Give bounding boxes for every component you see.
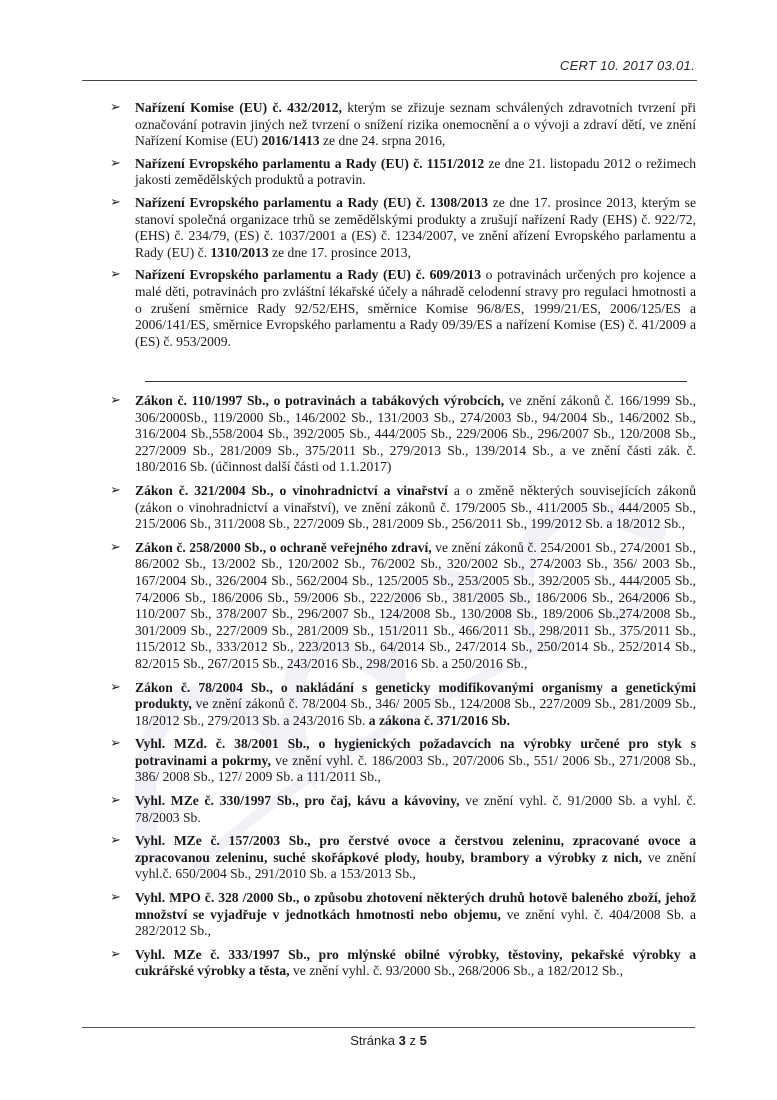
- list-item: ➢ Vyhl. MZd. č. 38/2001 Sb., o hygienických požadavcích na výrobky určené pro styk s potravinami a pokrmy, ve znění vyhl. č. 186/2003 Sb., 207/2006 Sb., 551/ 2006 Sb., 271/2008 Sb., 386/ 2008 Sb., 127/ 2009 Sb. a 111/2011 Sb.,: [110, 736, 696, 785]
- arrow-bullet-icon: ➢: [110, 946, 121, 962]
- list-item: ➢ Nařízení Komise (EU) č. 432/2012, kterým se zřizuje seznam schválených zdravotních tvrzení při označování potravin jiných než tvrzení o snížení rizika onemocnění a o vývoji a zdraví dětí, ve znění Nařízení Komise (EU) 2016/1413 ze dne 24. srpna 2016,: [110, 100, 697, 149]
- page-number: Stránka 3 z 5: [350, 1033, 427, 1048]
- document-code: CERT 10. 2017 03.01.: [559, 58, 695, 73]
- list-item: ➢ Zákon č. 258/2000 Sb., o ochraně veřejného zdraví, ve znění zákonů č. 254/2001 Sb., 274/2001 Sb., 86/2002 Sb., 13/2002 Sb., 120/2002 Sb., 76/2002 Sb., 320/2002 Sb., 274/2003 Sb., 356/ 2003 Sb., 167/2004 Sb., 326/2004 Sb., 562/2004 Sb., 125/2005 Sb., 253/2005 Sb., 392/2005 Sb., 444/2005 Sb., 74/2006 Sb., 186/2006 Sb., 59/2006 Sb., 222/2006 Sb., 381/2005 Sb., 186/2006 Sb., 264/2006 Sb., 110/2007 Sb., 378/2007 Sb., 296/2007 Sb., 124/2008 Sb., 130/2008 Sb., 189/2006 Sb.,274/2008 Sb., 301/2009 Sb., 227/2009 Sb., 281/2009 Sb., 151/2011 Sb., 466/2011 Sb., 298/2011 Sb., 375/2011 Sb., 115/2012 Sb., 333/2012 Sb., 223/2013 Sb., 64/2014 Sb., 247/2014 Sb., 250/2014 Sb., 252/2014 Sb., 82/2015 Sb., 267/2015 Sb., 243/2016 Sb., 298/2016 Sb. a 250/2016 Sb.,: [110, 539, 696, 671]
- arrow-bullet-icon: ➢: [110, 793, 121, 809]
- header-rule: [82, 80, 697, 81]
- list-item: ➢ Nařízení Evropského parlamentu a Rady (EU) č. 1308/2013 ze dne 17. prosince 2013, kterým se stanoví společná organizace trhů se zemědělskými produkty a zrušují nařízení Rady (EHS) č. 922/72, (EHS) č. 234/79, (ES) č. 1037/2001 a (ES) č. 1234/2007, ve znění ařízení Evropského parlamentu a Rady (EU) č. 1310/2013 ze dne 17. prosince 2013,: [110, 194, 696, 260]
- arrow-bullet-icon: ➢: [110, 833, 121, 849]
- list-item: ➢ Vyhl. MZe č. 333/1997 Sb., pro mlýnské obilné výrobky, těstoviny, pekařské výrobky a cukrářské výrobky a těsta, ve znění vyhl. č. 93/2000 Sb., 268/2006 Sb., a 182/2012 Sb.,: [110, 946, 696, 979]
- list-item: ➢ Vyhl. MZe č. 157/2003 Sb., pro čerstvé ovoce a čerstvou zeleninu, zpracované ovoce a zpracovanou zeleninu, suché skořápkové plody, houby, brambory a výrobky z nich, ve znění vyhl.č. 650/2004 Sb., 291/2010 Sb. a 153/2013 Sb.,: [110, 833, 696, 882]
- arrow-bullet-icon: ➢: [110, 539, 121, 555]
- section-separator: [145, 381, 687, 382]
- list-item: ➢ Nařízení Evropského parlamentu a Rady (EU) č. 1151/2012 ze dne 21. listopadu 2012 o režimech jakosti zemědělských produktů a potravin.: [110, 155, 696, 188]
- czech-laws-list: [110, 393, 696, 980]
- arrow-bullet-icon: ➢: [110, 736, 121, 752]
- list-item: ➢ Zákon č. 321/2004 Sb., o vinohradnictví a vinařství a o změně některých souvisejících zákonů (zákon o vinohradnictví a vinařství), ve znění zákonů č. 179/2005 Sb., 411/2005 Sb., 444/2005 Sb., 215/2006 Sb., 311/2008 Sb., 227/2009 Sb., 281/2009 Sb., 256/2011 Sb., 199/2012 Sb. a 18/2012 Sb.,: [110, 482, 697, 532]
- footer-rule: [82, 1027, 695, 1028]
- list-item: ➢ Zákon č. 78/2004 Sb., o nakládání s geneticky modifikovanými organismy a genetickými produkty, ve znění zákonů č. 78/2004 Sb., 346/ 2005 Sb., 124/2008 Sb., 227/2009 Sb., 281/2009 Sb., 18/2012 Sb., 279/2013 Sb. a 243/2016 Sb. a zákona č. 371/2016 Sb.: [110, 679, 696, 728]
- list-item: ➢ Zákon č. 110/1997 Sb., o potravinách a tabákových výrobcích, ve znění zákonů č. 166/1999 Sb., 306/2000Sb., 119/2000 Sb., 146/2002 Sb., 131/2003 Sb., 274/2003 Sb., 94/2004 Sb., 146/2002 Sb., 316/2004 Sb.,558/2004 Sb., 392/2005 Sb., 444/2005 Sb., 229/2006 Sb., 296/2007 Sb., 120/2008 Sb., 227/2009 Sb., 281/2009 Sb., 375/2011 Sb., 279/2013 Sb., 139/2014 Sb., a ve znění části zák. č. 180/2016 Sb. (účinnost další části od 1.1.2017): [110, 393, 696, 475]
- arrow-bullet-icon: ➢: [110, 155, 121, 171]
- arrow-bullet-icon: ➢: [110, 194, 121, 210]
- arrow-bullet-icon: ➢: [110, 100, 121, 115]
- eu-regulations-list: [110, 100, 696, 350]
- arrow-bullet-icon: ➢: [110, 393, 121, 408]
- list-item: ➢ Nařízení Evropského parlamentu a Rady (EU) č. 609/2013 o potravinách určených pro kojence a malé děti, potravinách pro zvláštní lékařské účely a náhradě celodenní stravy pro regulaci hmotnosti a o zrušení směrnice Rady 92/52/EHS, směrnice Komise 96/8/ES, 1999/21/ES, 2006/125/ES a 2006/141/ES, směrnice Evropského parlamentu a Rady 09/39/ES a nařízení Komise (ES) č. 41/2009 a (ES) č. 953/2009.: [110, 267, 697, 349]
- arrow-bullet-icon: ➢: [110, 679, 121, 695]
- arrow-bullet-icon: ➢: [110, 267, 121, 283]
- list-item: ➢ Vyhl. MZe č. 330/1997 Sb., pro čaj, kávu a kávoviny, ve znění vyhl. č. 91/2000 Sb. a vyhl. č. 78/2003 Sb.: [110, 793, 696, 825]
- arrow-bullet-icon: ➢: [110, 890, 121, 906]
- arrow-bullet-icon: ➢: [110, 482, 121, 498]
- list-item: ➢ Vyhl. MPO č. 328 /2000 Sb., o způsobu zhotovení některých druhů hotově baleného zboží, jehož množství se vyjadřuje v jednotkách hmotnosti nebo objemu, ve znění vyhl. č. 404/2008 Sb. a 282/2012 Sb.,: [110, 890, 696, 939]
